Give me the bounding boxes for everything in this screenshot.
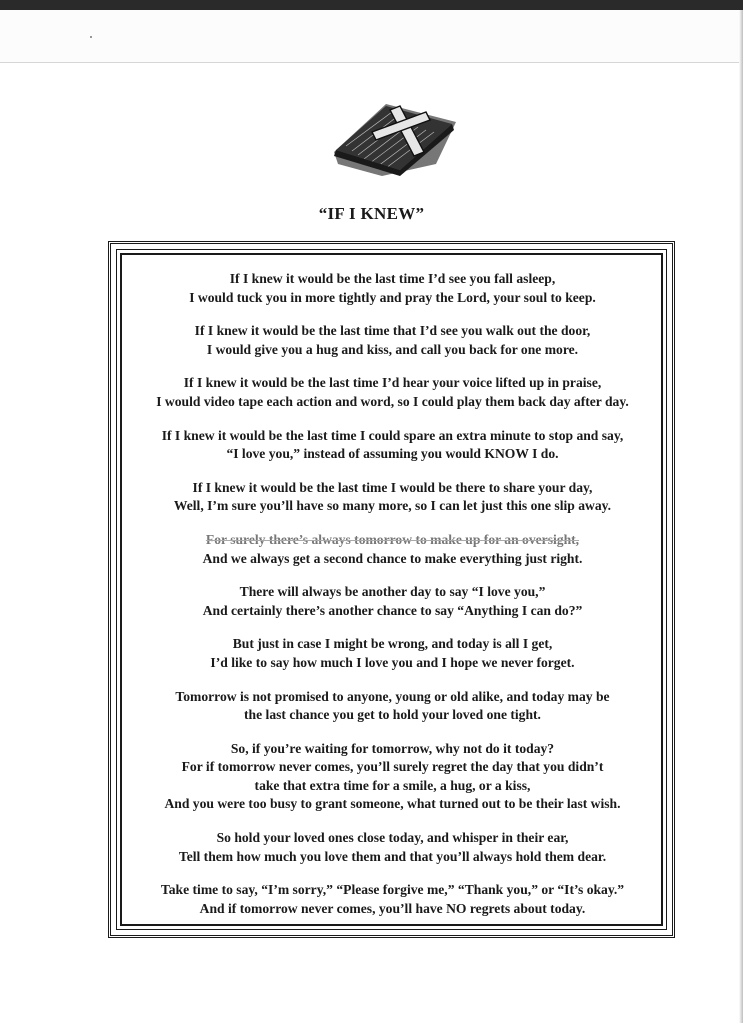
- stanza: [120, 829, 665, 866]
- poem-line: “I love you,” instead of assuming you would KNOW I do.: [226, 446, 559, 462]
- scan-top-edge: [0, 0, 743, 10]
- poem-line: Tomorrow is not promised to anyone, young or old alike, and today may be: [175, 688, 610, 704]
- stanza: [120, 531, 665, 568]
- poem-line: And you were too busy to grant someone, what turned out to be their last wish.: [164, 796, 621, 812]
- scan-speck: [90, 36, 92, 38]
- stanza: [120, 635, 665, 672]
- poem-line: Tell them how much you love them and that you’ll always hold them dear.: [178, 848, 607, 864]
- stanza: [120, 881, 665, 918]
- stanza: [120, 740, 665, 814]
- poem-line: So, if you’re waiting for tomorrow, why not do it today?: [230, 740, 555, 756]
- poem-title: “IF I KNEW”: [318, 204, 425, 223]
- poem-line: If I knew it would be the last time I’d hear your voice lifted up in praise,: [183, 375, 602, 391]
- poem-line: For surely there’s always tomorrow to make up for an oversight,: [205, 531, 580, 547]
- poem-line: But just in case I might be wrong, and today is all I get,: [232, 636, 553, 652]
- poem-line: If I knew it would be the last time I could spare an extra minute to stop and say,: [161, 427, 624, 443]
- poem-line: If I knew it would be the last time that I’d see you walk out the door,: [194, 323, 591, 339]
- bible-cross-icon: [328, 94, 460, 178]
- stanza: [120, 479, 665, 516]
- poem-body: [120, 270, 665, 933]
- stanza: [120, 583, 665, 620]
- stanza: [120, 427, 665, 464]
- poem-line: the last chance you get to hold your loved one tight.: [244, 707, 541, 723]
- stanza: [120, 374, 665, 411]
- poem-line: And certainly there’s another chance to say “Anything I can do?”: [202, 602, 583, 618]
- poem-line: There will always be another day to say “I love you,”: [239, 584, 546, 600]
- poem-line: I would give you a hug and kiss, and call you back for one more.: [206, 341, 579, 357]
- poem-line: take that extra time for a smile, a hug, or a kiss,: [254, 777, 531, 793]
- poem-line: I’d like to say how much I love you and I hope we never forget.: [210, 654, 575, 670]
- poem-line: And if tomorrow never comes, you’ll have NO regrets about today.: [199, 900, 586, 916]
- stanza: [120, 270, 665, 307]
- scan-right-edge: [739, 10, 743, 1023]
- poem-line: And we always get a second chance to make everything just right.: [202, 550, 583, 566]
- scan-paper-fold: [0, 10, 743, 63]
- poem-line: If I knew it would be the last time I’d see you fall asleep,: [229, 271, 556, 286]
- poem-line: I would video tape each action and word, so I could play them back day after day.: [156, 393, 629, 409]
- stanza: [120, 688, 665, 725]
- poem-line: For if tomorrow never comes, you’ll surely regret the day that you didn’t: [181, 759, 604, 775]
- poem-line: I would tuck you in more tightly and pray the Lord, your soul to keep.: [189, 289, 596, 305]
- poem-line: Well, I’m sure you’ll have so many more, so I can let just this one slip away.: [173, 498, 612, 514]
- poem-line: Take time to say, “I’m sorry,” “Please forgive me,” “Thank you,” or “It’s okay.”: [160, 882, 625, 898]
- stanza: [120, 322, 665, 359]
- poem-line: So hold your loved ones close today, and whisper in their ear,: [216, 830, 569, 846]
- poem-line: If I knew it would be the last time I would be there to share your day,: [192, 479, 593, 495]
